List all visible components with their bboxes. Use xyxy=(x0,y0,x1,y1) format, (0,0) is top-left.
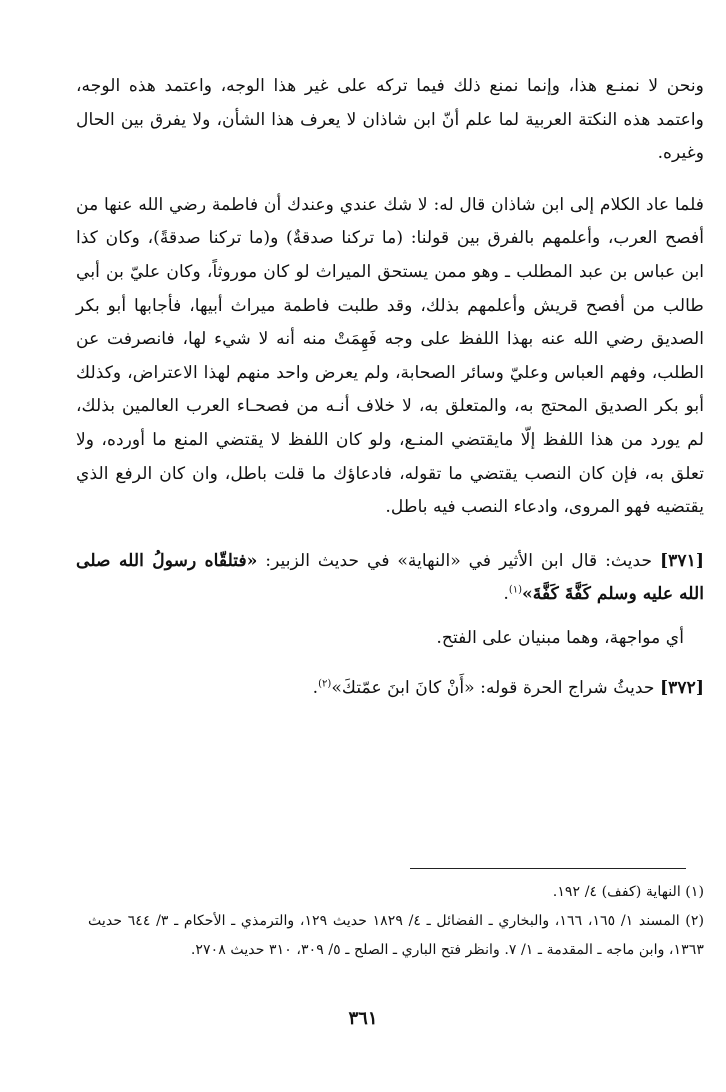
footnote-divider xyxy=(410,868,686,869)
footnote-2: (٢) المسند ١/ ١٦٥، ١٦٦، والبخاري ـ الفضائل ـ ٤/ ١٨٢٩ حديث ١٢٩، والترمذي ـ الأحكام ـ ٣/ ٦٤٤ حديث ١٣٦٣، وابن ماجه ـ المقدمة ـ ١/ ٧. وانظر فتح الباري ـ الصلح ـ ٥/ ٣٠٩، ٣١٠ حديث ٢٧٠٨. xyxy=(88,913,705,958)
footnote-ref: (٢) xyxy=(318,677,332,689)
footnotes xyxy=(88,878,704,965)
hadith-number: [٣٧١] xyxy=(660,550,705,571)
hadith-quote: «فتلقّاه رسولُ الله صلى الله عليه وسلم كَفَّةَ كَفَّةَ» xyxy=(76,550,704,605)
paragraph-1: ونحن لا نمنـع هذا، وإنما نمنع ذلك فيما تركه على غير هذا الوجه، واعتمد هذه الوجه، واعتمد هذه النكتة العربية لما علم أنّ ابن شاذان لا يعرف هذا الشأن، ولا يفرق بين الحال وغيره. xyxy=(76,76,704,164)
hadith-text: حديث: قال ابن الأثير في «النهاية» في حديث الزبير: xyxy=(265,550,653,571)
explanation: أي مواجهة، وهما مبنيان على الفتح. xyxy=(436,627,684,648)
page-number: ٣٦١ xyxy=(348,1008,378,1029)
hadith-number: [٣٧٢] xyxy=(660,677,704,698)
hadith-371: [٣٧١] حديث: قال ابن الأثير في «النهاية» في حديث الزبير: «فتلقّاه رسولُ الله صلى الله عليه وسلم كَفَّةَ كَفَّةَ»$^{(١)}$. xyxy=(76,550,705,605)
footnote-1: (١) النهاية (كفف) ٤/ ١٩٢. xyxy=(552,884,704,900)
paragraph-2: فلما عاد الكلام إلى ابن شاذان قال له: لا شك عندي وعندك أن فاطمة رضي الله عنها من أفصح العرب، وأعلمهم بالفرق بين قولنا: (ما تركنا صدقةٌ) و(ما تركنا صدقةً)، وكان كذا ابن عباس بن عبد المطلب ـ وهو ممن يستحق الميراث لو كان موروثاً، وكان عليّ بن أبي طالب من أفصح قريش وأعلمهم بذلك، وقد طلبت فاطمة ميراث أبيها، فأجابها أبو بكر الصديق رضي الله عنه بهذا اللفظ على وجه فَهِمَتْ منه أنه لا شيء لها، فانصرفت عن الطلب، وفهم العباس وعليّ وسائر الصحابة، ولم يعرض واحد منهم لهذا الاعتراض، وكذلك أبو بكر الصديق المحتج به، والمتعلق به، لا خلاف أنـه من فصحـاء العرب العالمين بذلك، لم يورد من هذا اللفظ إلّا مايقتضي المنـع، ولو كان اللفظ لا يقتضي المنع ما أورده، ولا تعلق به، فإن كان النصب يقتضي ما تقوله، فادعاؤك ما قلت باطل، وان كان الرفع الذي يقتضيه فهو المروى، وادعاء النصب فيه باطل. xyxy=(76,194,704,518)
hadith-372: [٣٧٢] حديثُ شراج الحرة قوله: «أَنْ كانَ ابنَ عمّتكَ»$^{(٢)}$. xyxy=(312,677,704,698)
page-body xyxy=(76,70,704,705)
hadith-text: حديثُ شراج الحرة قوله: «أَنْ كانَ ابنَ عمّتكَ» xyxy=(331,677,655,698)
footnote-ref: (١) xyxy=(508,584,523,596)
